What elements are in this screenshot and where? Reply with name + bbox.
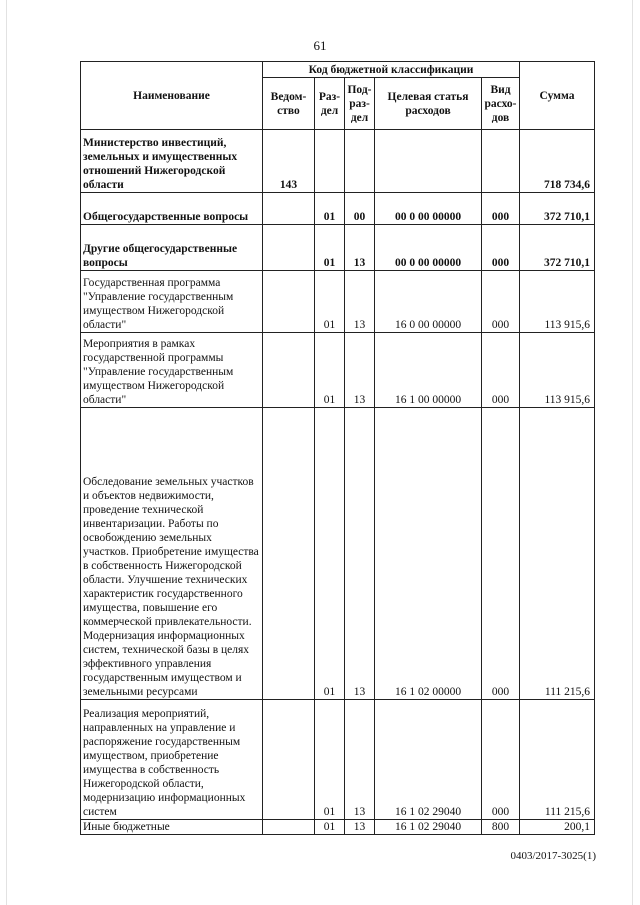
table-row bbox=[81, 271, 595, 333]
col-type-header: Вид расхо-дов bbox=[482, 78, 520, 130]
row-sum: 200,1 bbox=[520, 820, 595, 835]
row-target: 00 0 00 00000 bbox=[375, 225, 482, 271]
row-target: 16 1 02 29040 bbox=[375, 820, 482, 835]
row-name: Другие общегосударственные вопросы bbox=[81, 225, 263, 271]
row-section: 01 bbox=[315, 225, 345, 271]
row-sum: 111 215,6 bbox=[520, 700, 595, 820]
table-row bbox=[81, 193, 595, 225]
left-scan-edge bbox=[6, 0, 7, 905]
row-target: 16 1 02 00000 bbox=[375, 408, 482, 700]
row-sum: 113 915,6 bbox=[520, 271, 595, 333]
classification-group-header: Код бюджетной классификации bbox=[263, 62, 520, 78]
budget-table bbox=[80, 61, 595, 835]
row-section: 01 bbox=[315, 700, 345, 820]
right-scan-edge bbox=[632, 0, 633, 905]
col-name-header: Наименование bbox=[81, 62, 263, 130]
row-target: 16 1 02 29040 bbox=[375, 700, 482, 820]
row-dept bbox=[263, 333, 315, 408]
row-name: Министерство инвестиций, земельных и имущественных отношений Нижегородской области bbox=[81, 130, 263, 193]
row-section bbox=[315, 130, 345, 193]
table-row bbox=[81, 130, 595, 193]
table-row bbox=[81, 333, 595, 408]
page-number: 61 bbox=[313, 38, 327, 53]
col-dept-header: Ведом-ство bbox=[263, 78, 315, 130]
row-type: 000 bbox=[482, 271, 520, 333]
row-target: 00 0 00 00000 bbox=[375, 193, 482, 225]
table-row bbox=[81, 408, 595, 700]
row-type: 000 bbox=[482, 225, 520, 271]
row-dept bbox=[263, 700, 315, 820]
col-sum-header: Сумма bbox=[520, 62, 595, 130]
row-subsection bbox=[345, 130, 375, 193]
row-sum: 372 710,1 bbox=[520, 193, 595, 225]
row-dept bbox=[263, 193, 315, 225]
row-name: Обследование земельных участков и объектов недвижимости, проведение технической инвентаризации. Работы по освобождению земельных участков. Приобретение имущества в собственность Нижегородской области. Улучшение технических характеристик государственного имущества, повышение его коммерческой привлекательности. Модернизация информационных систем, технической базы в целях эффективного управления государственным имуществом и земельными ресурсами bbox=[81, 408, 263, 700]
row-dept bbox=[263, 820, 315, 835]
row-sum: 372 710,1 bbox=[520, 225, 595, 271]
row-section: 01 bbox=[315, 193, 345, 225]
row-name: Государственная программа "Управление государственным имуществом Нижегородской области" bbox=[81, 271, 263, 333]
row-subsection: 13 bbox=[345, 271, 375, 333]
row-subsection: 13 bbox=[345, 225, 375, 271]
row-dept: 143 bbox=[263, 130, 315, 193]
row-name: Общегосударственные вопросы bbox=[81, 193, 263, 225]
row-dept bbox=[263, 271, 315, 333]
row-name: Иные бюджетные bbox=[81, 820, 263, 835]
row-sum: 113 915,6 bbox=[520, 333, 595, 408]
row-dept bbox=[263, 408, 315, 700]
col-section-header: Раз-дел bbox=[315, 78, 345, 130]
row-target: 16 1 00 00000 bbox=[375, 333, 482, 408]
row-type: 000 bbox=[482, 700, 520, 820]
row-subsection: 13 bbox=[345, 820, 375, 835]
table-header-row bbox=[81, 62, 595, 78]
row-name: Мероприятия в рамках государственной программы "Управление государственным имуществом Нижегородской области" bbox=[81, 333, 263, 408]
row-type bbox=[482, 130, 520, 193]
table-row bbox=[81, 700, 595, 820]
col-subsection-header: Под-раз-дел bbox=[345, 78, 375, 130]
row-dept bbox=[263, 225, 315, 271]
table-row bbox=[81, 225, 595, 271]
table-row bbox=[81, 820, 595, 835]
row-subsection: 13 bbox=[345, 333, 375, 408]
row-type: 000 bbox=[482, 408, 520, 700]
col-target-header: Целевая статья расходов bbox=[375, 78, 482, 130]
row-subsection: 00 bbox=[345, 193, 375, 225]
row-sum: 111 215,6 bbox=[520, 408, 595, 700]
row-type: 000 bbox=[482, 193, 520, 225]
row-section: 01 bbox=[315, 820, 345, 835]
row-target: 16 0 00 00000 bbox=[375, 271, 482, 333]
row-name: Реализация мероприятий, направленных на управление и распоряжение государственным имуществом, приобретение имущества в собственность Нижегородской области, модернизацию информационных систем bbox=[81, 700, 263, 820]
document-code: 0403/2017-3025(1) bbox=[510, 850, 596, 862]
row-type: 000 bbox=[482, 333, 520, 408]
row-sum: 718 734,6 bbox=[520, 130, 595, 193]
row-section: 01 bbox=[315, 333, 345, 408]
row-type: 800 bbox=[482, 820, 520, 835]
row-subsection: 13 bbox=[345, 700, 375, 820]
row-subsection: 13 bbox=[345, 408, 375, 700]
row-target bbox=[375, 130, 482, 193]
row-section: 01 bbox=[315, 408, 345, 700]
row-section: 01 bbox=[315, 271, 345, 333]
